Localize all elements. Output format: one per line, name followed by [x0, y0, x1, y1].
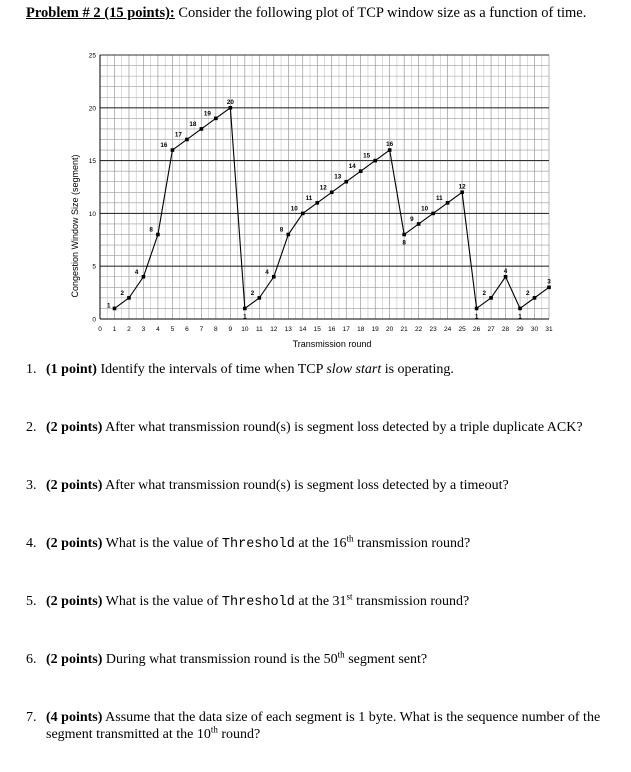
question-6: [26, 651, 622, 668]
data-point: [200, 127, 204, 131]
threshold-code: Threshold: [221, 595, 295, 610]
x-tick-label: 0: [98, 326, 102, 333]
x-tick-label: 26: [472, 326, 481, 333]
data-label: 11: [435, 194, 443, 202]
data-label: 17: [174, 131, 182, 139]
x-tick-label: 11: [255, 326, 263, 333]
data-point: [504, 275, 508, 279]
question-7: [26, 709, 622, 743]
question-text-end: transmission round?: [353, 536, 471, 551]
data-point: [286, 233, 290, 237]
question-points: (2 points): [46, 652, 103, 667]
x-tick-label: 8: [214, 326, 218, 333]
x-tick-label: 29: [516, 326, 524, 333]
data-label: 10: [421, 205, 429, 213]
x-tick-label: 30: [530, 326, 539, 333]
question-points: (2 points): [46, 594, 103, 609]
data-point: [185, 138, 189, 142]
x-tick-label: 31: [545, 326, 553, 333]
x-tick-label: 22: [415, 326, 423, 333]
data-label: 2: [482, 289, 487, 297]
threshold-code: Threshold: [221, 537, 295, 552]
x-tick-label: 7: [199, 326, 204, 333]
x-tick-label: 18: [357, 326, 365, 333]
data-point: [258, 296, 262, 300]
x-axis-label: Transmission round: [292, 339, 372, 349]
ordinal-suffix: th: [346, 533, 354, 544]
data-point: [315, 201, 319, 205]
x-tick-label: 23: [429, 326, 437, 333]
question-4: [26, 535, 622, 553]
data-point: [460, 190, 464, 194]
y-tick-label: 0: [92, 316, 96, 324]
question-number: 7.: [26, 710, 37, 725]
data-label: 16: [386, 141, 394, 149]
y-tick-label: 25: [88, 52, 96, 60]
ordinal-suffix: th: [210, 724, 218, 735]
data-label: 20: [226, 98, 234, 106]
x-tick-label: 9: [228, 326, 233, 333]
question-text-end: transmission round?: [352, 594, 470, 609]
x-tick-label: 27: [487, 326, 495, 333]
data-point: [113, 307, 117, 311]
x-tick-label: 1: [112, 326, 117, 333]
data-label: 15: [363, 152, 371, 160]
data-label: 8: [402, 239, 406, 247]
question-text-mid: at the 31: [294, 594, 347, 609]
x-tick-label: 24: [443, 326, 452, 333]
tcp-window-chart: [0, 42, 631, 354]
x-tick-label: 20: [386, 326, 394, 333]
data-label: 11: [305, 194, 313, 202]
problem-header: [26, 5, 586, 22]
ordinal-suffix: st: [346, 591, 353, 602]
data-label: 1: [243, 313, 247, 321]
data-point: [344, 180, 348, 184]
data-point: [417, 222, 421, 226]
data-point: [272, 275, 276, 279]
y-tick-label: 5: [92, 263, 96, 271]
data-point: [446, 201, 450, 205]
x-tick-label: 21: [400, 326, 408, 333]
question-text-end: segment sent?: [344, 652, 428, 667]
data-label: 13: [334, 173, 342, 181]
data-point: [243, 307, 247, 311]
data-point: [156, 233, 160, 237]
data-label: 4: [265, 268, 269, 276]
question-points: (1 point): [46, 362, 97, 377]
data-point: [330, 190, 334, 194]
data-label: 10: [290, 205, 298, 213]
x-tick-label: 14: [299, 326, 307, 333]
x-tick-label: 16: [328, 326, 336, 333]
question-emphasis: slow start: [326, 362, 382, 377]
x-tick-label: 6: [185, 326, 189, 333]
data-label: 16: [160, 142, 168, 150]
data-point: [533, 296, 537, 300]
question-3: [26, 477, 622, 494]
x-tick-label: 3: [141, 326, 146, 333]
data-point: [373, 159, 377, 163]
data-label: 4: [503, 267, 508, 275]
data-point: [475, 307, 479, 311]
data-point: [127, 296, 131, 300]
data-point: [229, 106, 233, 110]
data-point: [518, 307, 522, 311]
data-point: [388, 148, 392, 152]
question-2: [26, 419, 622, 436]
question-number: 1.: [26, 362, 37, 377]
data-label: 2: [120, 289, 124, 297]
x-tick-label: 15: [313, 326, 321, 333]
x-tick-label: 13: [284, 326, 292, 333]
data-point: [214, 117, 218, 121]
data-label: 1: [106, 302, 111, 310]
data-label: 18: [189, 120, 197, 128]
question-points: (2 points): [46, 536, 103, 551]
data-label: 8: [279, 226, 284, 234]
question-points: (4 points): [46, 710, 103, 725]
question-text-end: round?: [217, 727, 261, 742]
x-tick-label: 5: [170, 326, 175, 333]
question-text: What is the value of: [102, 594, 222, 609]
data-point: [489, 296, 493, 300]
data-label: 1: [518, 313, 522, 321]
question-text: During what transmission round is the 50: [102, 652, 338, 667]
data-label: 8: [149, 226, 153, 234]
question-text-end: is operating.: [381, 362, 454, 377]
x-tick-label: 19: [371, 326, 379, 333]
data-point: [142, 275, 146, 279]
question-points: (2 points): [46, 478, 103, 493]
problem-intro: Consider the following plot of TCP window size as a function of time.: [174, 5, 587, 21]
data-point: [359, 169, 363, 173]
data-point: [171, 148, 175, 152]
x-tick-label: 17: [342, 326, 350, 333]
y-tick-label: 10: [88, 210, 96, 218]
data-point: [431, 212, 435, 216]
question-number: 2.: [26, 420, 37, 435]
data-label: 2: [250, 289, 255, 297]
y-tick-label: 15: [88, 158, 96, 166]
question-1: [26, 361, 622, 378]
data-point: [547, 286, 551, 290]
data-label: 12: [319, 184, 327, 192]
data-label: 19: [203, 110, 211, 118]
question-5: [26, 593, 622, 611]
problem-title: Problem # 2 (15 points):: [26, 5, 175, 21]
x-tick-label: 2: [127, 326, 131, 333]
data-label: 12: [458, 183, 466, 191]
x-tick-label: 4: [156, 326, 160, 333]
question-number: 6.: [26, 652, 37, 667]
data-label: 4: [134, 268, 139, 276]
x-tick-label: 12: [270, 326, 278, 333]
x-tick-label: 10: [241, 326, 249, 333]
data-label: 9: [410, 215, 414, 223]
data-label: 14: [348, 163, 356, 171]
question-text: After what transmission round(s) is segment loss detected by a timeout?: [102, 478, 509, 493]
x-tick-label: 25: [458, 326, 466, 333]
y-tick-label: 20: [88, 105, 96, 113]
question-points: (2 points): [46, 420, 103, 435]
question-text: Identify the intervals of time when TCP: [96, 362, 327, 377]
data-label: 1: [474, 313, 479, 321]
question-text: Assume that the data size of each segment is 1 byte. What is the sequence number of the segment transmitted at the 10: [46, 710, 601, 742]
data-point: [402, 233, 406, 237]
question-text-mid: at the 16: [294, 536, 347, 551]
data-label: 3: [547, 278, 551, 286]
y-axis-label: Congestion Window Size (segment): [70, 154, 80, 298]
question-number: 5.: [26, 594, 37, 609]
question-number: 4.: [26, 536, 37, 551]
data-point: [301, 212, 305, 216]
question-number: 3.: [26, 478, 37, 493]
question-text: After what transmission round(s) is segment loss detected by a triple duplicate ACK?: [102, 420, 583, 435]
x-tick-label: 28: [501, 326, 510, 333]
question-text: What is the value of: [102, 536, 222, 551]
ordinal-suffix: th: [337, 649, 345, 660]
data-label: 2: [526, 289, 530, 297]
